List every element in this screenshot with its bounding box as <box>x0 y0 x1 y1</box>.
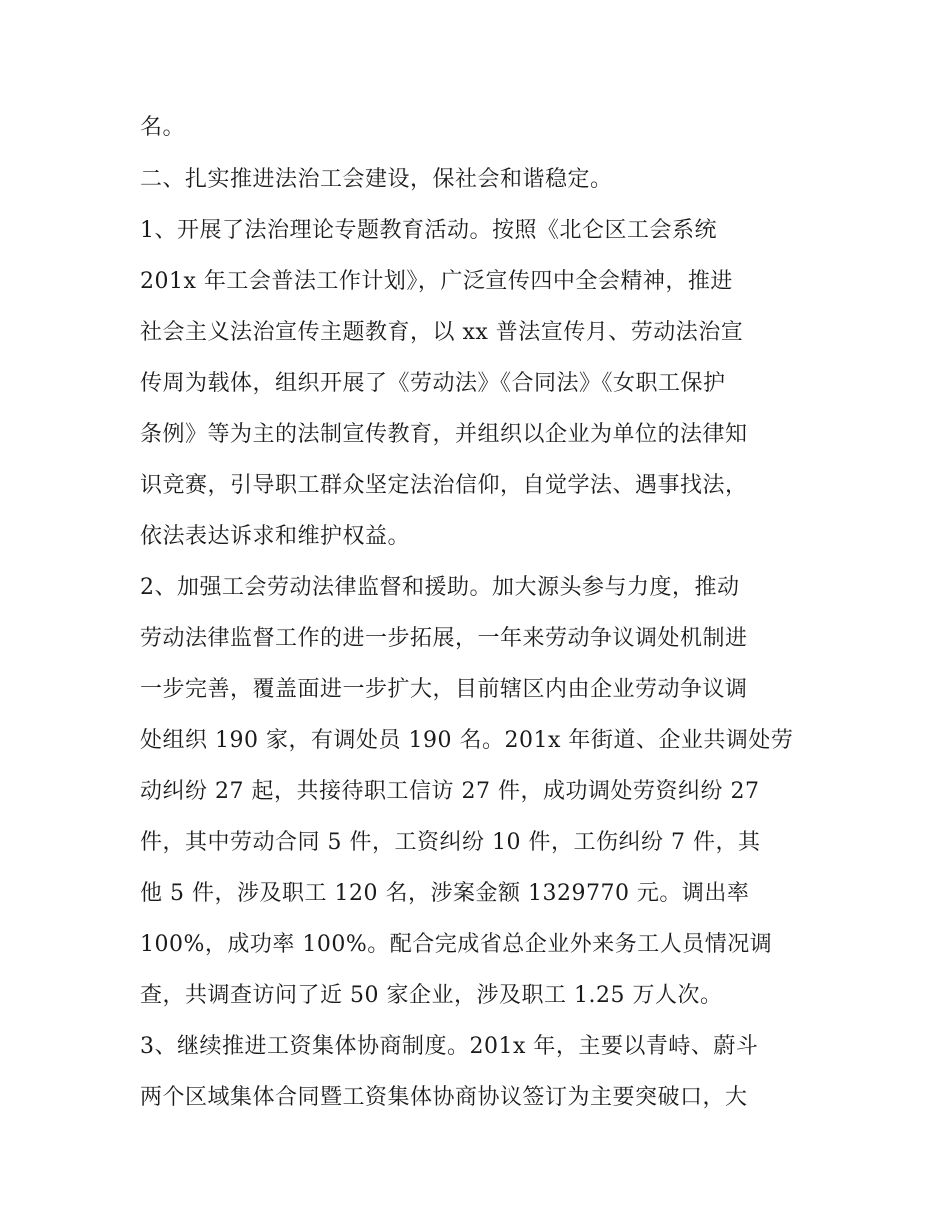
text-line: 条例》等为主的法制宣传教育，并组织以企业为单位的法律知 <box>140 422 748 447</box>
section-heading: 二、扎实推进法治工会建设，保社会和谐稳定。 <box>140 167 613 192</box>
text-line: 件，其中劳动合同 5 件，工资纠纷 10 件，工伤纠纷 7 件，其 <box>140 830 761 855</box>
text-line: 传周为载体，组织开展了《劳动法》《合同法》《女职工保护 <box>140 371 726 396</box>
text-line: 1、开展了法治理论专题教育活动。按照《北仑区工会系统 <box>140 218 717 243</box>
text-line: 201x 年工会普法工作计划》，广泛宣传四中全会精神，推进 <box>140 269 733 294</box>
text-line: 社会主义法治宣传主题教育，以 xx 普法宣传月、劳动法治宣 <box>140 320 744 345</box>
text-line: 依法表达诉求和维护权益。 <box>140 524 411 549</box>
text-line: 两个区域集体合同暨工资集体协商协议签订为主要突破口，大 <box>140 1085 748 1110</box>
text-line: 识竞赛，引导职工群众坚定法治信仰，自觉学法、遇事找法， <box>140 473 748 498</box>
text-line: 3、继续推进工资集体协商制度。201x 年，主要以青峙、蔚斗 <box>140 1034 759 1059</box>
text-line: 动纠纷 27 起，共接待职工信访 27 件，成功调处劳资纠纷 27 <box>140 779 760 804</box>
text-line: 查，共调查访问了近 50 家企业，涉及职工 1.25 万人次。 <box>140 983 723 1008</box>
text-line: 他 5 件，涉及职工 120 名，涉案金额 1329770 元。调出率 <box>140 881 750 906</box>
text-line: 劳动法律监督工作的进一步拓展，一年来劳动争议调处机制进 <box>140 626 748 651</box>
text-line: 名。 <box>140 115 186 140</box>
text-line: 100%，成功率 100%。配合完成省总企业外来务工人员情况调 <box>140 932 773 957</box>
text-line: 一步完善，覆盖面进一步扩大，目前辖区内由企业劳动争议调 <box>140 677 748 702</box>
text-line: 处组织 190 家，有调处员 190 名。201x 年街道、企业共调处劳 <box>140 728 794 753</box>
text-line: 2、加强工会劳动法律监督和援助。加大源头参与力度，推动 <box>140 575 740 600</box>
